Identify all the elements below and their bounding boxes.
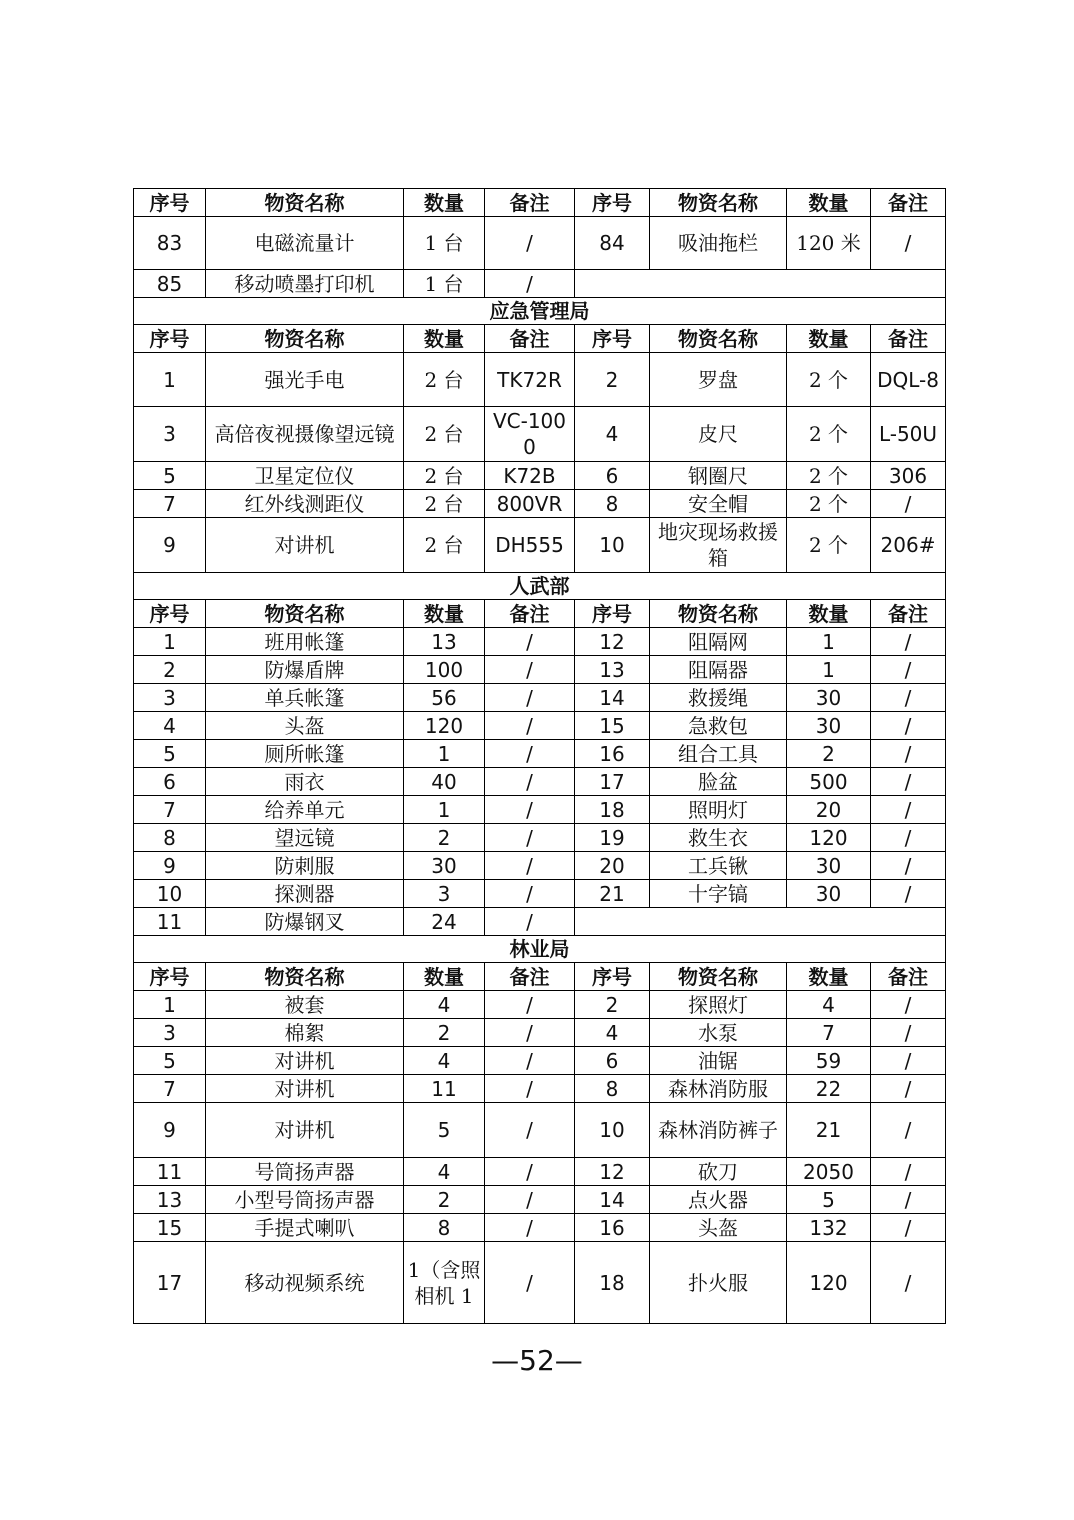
table-cell-item-name: 钢圈尺 bbox=[650, 462, 787, 490]
table-row bbox=[134, 1186, 946, 1214]
table-cell-item-name: 探照灯 bbox=[650, 991, 787, 1019]
table-cell-quantity: 4 bbox=[404, 1047, 485, 1075]
table-cell-item-no: 13 bbox=[575, 656, 650, 684]
table-cell-remark: / bbox=[485, 1075, 575, 1103]
column-header: 物资名称 bbox=[206, 600, 404, 628]
table-cell-quantity: 5 bbox=[404, 1103, 485, 1158]
table-cell-quantity: 30 bbox=[787, 712, 871, 740]
table-cell-remark: / bbox=[871, 1214, 946, 1242]
table-cell-quantity: 3 bbox=[404, 880, 485, 908]
table-cell-remark: / bbox=[485, 1214, 575, 1242]
column-header: 物资名称 bbox=[650, 325, 787, 353]
table-cell-item-no: 8 bbox=[575, 490, 650, 518]
table-cell-remark: 206# bbox=[871, 518, 946, 573]
table-cell-item-name: 棉絮 bbox=[206, 1019, 404, 1047]
table-cell-remark: / bbox=[485, 712, 575, 740]
table-cell-quantity: 11 bbox=[404, 1075, 485, 1103]
table-cell-quantity: 20 bbox=[787, 796, 871, 824]
table-cell-quantity: 2 个 bbox=[787, 462, 871, 490]
table-cell-item-no: 84 bbox=[575, 217, 650, 270]
table-row bbox=[134, 796, 946, 824]
table-cell-item-name: 对讲机 bbox=[206, 1075, 404, 1103]
table-cell-remark: / bbox=[485, 880, 575, 908]
table-cell-item-name: 被套 bbox=[206, 991, 404, 1019]
table-cell-quantity: 2 bbox=[404, 824, 485, 852]
header-row bbox=[134, 600, 946, 628]
table-cell-quantity: 5 bbox=[787, 1186, 871, 1214]
column-header: 物资名称 bbox=[650, 963, 787, 991]
table-cell-item-name: 班用帐篷 bbox=[206, 628, 404, 656]
column-header: 序号 bbox=[134, 600, 206, 628]
table-cell-item-name: 号筒扬声器 bbox=[206, 1158, 404, 1186]
table-cell-item-no: 8 bbox=[134, 824, 206, 852]
table-cell-item-no: 10 bbox=[575, 518, 650, 573]
table-cell-item-no: 19 bbox=[575, 824, 650, 852]
table-cell-remark: / bbox=[871, 712, 946, 740]
table-cell-quantity: 120 bbox=[404, 712, 485, 740]
table-row bbox=[134, 1214, 946, 1242]
table-cell-quantity: 132 bbox=[787, 1214, 871, 1242]
column-header: 备注 bbox=[871, 189, 946, 217]
table-row bbox=[134, 462, 946, 490]
table-cell-item-no: 4 bbox=[575, 407, 650, 462]
section-title: 应急管理局 bbox=[134, 298, 946, 325]
table-cell-item-name: 阻隔网 bbox=[650, 628, 787, 656]
table-row bbox=[134, 490, 946, 518]
table-cell-item-no: 15 bbox=[575, 712, 650, 740]
table-cell-quantity: 30 bbox=[787, 852, 871, 880]
column-header: 备注 bbox=[485, 325, 575, 353]
section-title-row bbox=[134, 298, 946, 325]
table-cell-quantity: 2 台 bbox=[404, 462, 485, 490]
table-cell-item-no: 12 bbox=[575, 1158, 650, 1186]
table-cell-item-no: 4 bbox=[575, 1019, 650, 1047]
table-row bbox=[134, 628, 946, 656]
table-cell-item-name: 红外线测距仪 bbox=[206, 490, 404, 518]
table-cell-remark: / bbox=[485, 270, 575, 298]
table-cell-item-no: 1 bbox=[134, 991, 206, 1019]
table-cell-remark: / bbox=[485, 684, 575, 712]
table-row bbox=[134, 270, 946, 298]
materials-table bbox=[133, 188, 946, 1324]
table-row bbox=[134, 908, 946, 936]
table-cell-item-name: 防爆盾牌 bbox=[206, 656, 404, 684]
table-cell-quantity: 1 bbox=[404, 740, 485, 768]
empty-cell bbox=[575, 270, 946, 298]
table-cell-remark: / bbox=[871, 1047, 946, 1075]
table-cell-remark: DH555 bbox=[485, 518, 575, 573]
table-cell-remark: / bbox=[485, 991, 575, 1019]
table-cell-quantity: 21 bbox=[787, 1103, 871, 1158]
table-cell-item-name: 点火器 bbox=[650, 1186, 787, 1214]
table-cell-item-no: 5 bbox=[134, 1047, 206, 1075]
table-cell-quantity: 1（含照相机 1 bbox=[404, 1242, 485, 1324]
table-cell-quantity: 59 bbox=[787, 1047, 871, 1075]
table-cell-quantity: 120 米 bbox=[787, 217, 871, 270]
page-number: —52— bbox=[491, 1344, 583, 1377]
column-header: 数量 bbox=[787, 963, 871, 991]
section-title-row bbox=[134, 936, 946, 963]
table-cell-remark: / bbox=[485, 796, 575, 824]
column-header: 备注 bbox=[485, 600, 575, 628]
table-cell-quantity: 1 bbox=[787, 656, 871, 684]
table-cell-item-no: 20 bbox=[575, 852, 650, 880]
table-cell-item-no: 15 bbox=[134, 1214, 206, 1242]
column-header: 物资名称 bbox=[650, 600, 787, 628]
table-row bbox=[134, 217, 946, 270]
column-header: 备注 bbox=[871, 325, 946, 353]
table-cell-remark: 800VR bbox=[485, 490, 575, 518]
table-cell-item-no: 1 bbox=[134, 628, 206, 656]
table-cell-remark: / bbox=[485, 217, 575, 270]
table-cell-remark: / bbox=[871, 740, 946, 768]
table-cell-item-no: 10 bbox=[134, 880, 206, 908]
table-cell-item-name: 头盔 bbox=[650, 1214, 787, 1242]
table-cell-quantity: 2 个 bbox=[787, 353, 871, 407]
table-cell-quantity: 2 台 bbox=[404, 407, 485, 462]
table-cell-item-name: 给养单元 bbox=[206, 796, 404, 824]
table-cell-item-name: 罗盘 bbox=[650, 353, 787, 407]
table-cell-remark: / bbox=[871, 824, 946, 852]
table-cell-remark: / bbox=[871, 1103, 946, 1158]
column-header: 物资名称 bbox=[650, 189, 787, 217]
table-cell-remark: / bbox=[485, 1047, 575, 1075]
column-header: 物资名称 bbox=[206, 189, 404, 217]
table-cell-item-no: 5 bbox=[134, 462, 206, 490]
table-row bbox=[134, 712, 946, 740]
table-row bbox=[134, 684, 946, 712]
table-row bbox=[134, 740, 946, 768]
table-cell-item-name: 小型号筒扬声器 bbox=[206, 1186, 404, 1214]
table-cell-item-no: 17 bbox=[575, 768, 650, 796]
table-cell-remark: / bbox=[871, 1158, 946, 1186]
table-cell-item-name: 脸盆 bbox=[650, 768, 787, 796]
table-cell-remark: / bbox=[871, 880, 946, 908]
table-cell-item-no: 6 bbox=[575, 462, 650, 490]
column-header: 序号 bbox=[575, 325, 650, 353]
table-cell-quantity: 4 bbox=[404, 991, 485, 1019]
table-cell-item-name: 望远镜 bbox=[206, 824, 404, 852]
table-cell-quantity: 40 bbox=[404, 768, 485, 796]
table-row bbox=[134, 1242, 946, 1324]
table-cell-remark: / bbox=[871, 1075, 946, 1103]
table-cell-quantity: 7 bbox=[787, 1019, 871, 1047]
table-cell-quantity: 2 台 bbox=[404, 518, 485, 573]
table-row bbox=[134, 656, 946, 684]
table-cell-item-no: 9 bbox=[134, 518, 206, 573]
table-cell-item-name: 砍刀 bbox=[650, 1158, 787, 1186]
table-cell-quantity: 4 bbox=[404, 1158, 485, 1186]
table-cell-item-no: 9 bbox=[134, 1103, 206, 1158]
table-cell-remark: / bbox=[871, 796, 946, 824]
table-cell-item-no: 3 bbox=[134, 407, 206, 462]
table-cell-item-no: 7 bbox=[134, 1075, 206, 1103]
table-cell-quantity: 30 bbox=[787, 684, 871, 712]
table-cell-item-no: 2 bbox=[575, 353, 650, 407]
table-cell-quantity: 2 个 bbox=[787, 407, 871, 462]
table-cell-remark: VC-1000 bbox=[485, 407, 575, 462]
column-header: 物资名称 bbox=[206, 325, 404, 353]
table-row bbox=[134, 852, 946, 880]
table-cell-item-name: 森林消防裤子 bbox=[650, 1103, 787, 1158]
table-cell-remark: / bbox=[871, 217, 946, 270]
column-header: 数量 bbox=[787, 189, 871, 217]
table-cell-item-no: 83 bbox=[134, 217, 206, 270]
table-cell-item-no: 14 bbox=[575, 1186, 650, 1214]
table-cell-quantity: 2 bbox=[787, 740, 871, 768]
section-title: 人武部 bbox=[134, 573, 946, 600]
table-cell-remark: / bbox=[485, 1158, 575, 1186]
table-cell-item-no: 11 bbox=[134, 908, 206, 936]
column-header: 备注 bbox=[485, 189, 575, 217]
table-cell-quantity: 30 bbox=[787, 880, 871, 908]
table-cell-item-name: 地灾现场救援箱 bbox=[650, 518, 787, 573]
table-cell-remark: / bbox=[871, 1242, 946, 1324]
table-cell-item-no: 7 bbox=[134, 796, 206, 824]
table-cell-quantity: 2 台 bbox=[404, 353, 485, 407]
table-cell-item-no: 3 bbox=[134, 1019, 206, 1047]
table-cell-remark: / bbox=[871, 768, 946, 796]
table-cell-item-no: 6 bbox=[575, 1047, 650, 1075]
table-cell-item-no: 8 bbox=[575, 1075, 650, 1103]
column-header: 序号 bbox=[134, 189, 206, 217]
table-cell-item-no: 11 bbox=[134, 1158, 206, 1186]
table-row bbox=[134, 991, 946, 1019]
table-row bbox=[134, 353, 946, 407]
table-cell-item-no: 6 bbox=[134, 768, 206, 796]
table-cell-remark: / bbox=[485, 768, 575, 796]
table-cell-remark: / bbox=[485, 1242, 575, 1324]
table-cell-remark: / bbox=[871, 490, 946, 518]
table-cell-item-no: 85 bbox=[134, 270, 206, 298]
table-cell-item-no: 21 bbox=[575, 880, 650, 908]
column-header: 序号 bbox=[575, 600, 650, 628]
table-cell-remark: / bbox=[485, 740, 575, 768]
table-cell-item-name: 安全帽 bbox=[650, 490, 787, 518]
table-cell-item-name: 阻隔器 bbox=[650, 656, 787, 684]
table-cell-item-name: 对讲机 bbox=[206, 1103, 404, 1158]
table-cell-remark: / bbox=[485, 852, 575, 880]
column-header: 序号 bbox=[134, 325, 206, 353]
table-cell-item-no: 5 bbox=[134, 740, 206, 768]
table-cell-item-no: 16 bbox=[575, 1214, 650, 1242]
table-cell-item-name: 电磁流量计 bbox=[206, 217, 404, 270]
table-cell-item-name: 工兵锹 bbox=[650, 852, 787, 880]
table-cell-remark: / bbox=[485, 824, 575, 852]
table-cell-item-name: 对讲机 bbox=[206, 518, 404, 573]
table-cell-item-name: 厕所帐篷 bbox=[206, 740, 404, 768]
table-cell-item-name: 卫星定位仪 bbox=[206, 462, 404, 490]
table-cell-item-no: 2 bbox=[134, 656, 206, 684]
table-cell-item-name: 手提式喇叭 bbox=[206, 1214, 404, 1242]
table-cell-item-no: 10 bbox=[575, 1103, 650, 1158]
table-cell-remark: / bbox=[871, 1186, 946, 1214]
table-row bbox=[134, 768, 946, 796]
table-cell-item-name: 森林消防服 bbox=[650, 1075, 787, 1103]
column-header: 数量 bbox=[404, 963, 485, 991]
table-cell-quantity: 2 个 bbox=[787, 490, 871, 518]
table-cell-quantity: 2 bbox=[404, 1019, 485, 1047]
table-cell-item-no: 3 bbox=[134, 684, 206, 712]
table-cell-item-no: 13 bbox=[134, 1186, 206, 1214]
table-cell-quantity: 120 bbox=[787, 1242, 871, 1324]
column-header: 序号 bbox=[134, 963, 206, 991]
table-row bbox=[134, 1075, 946, 1103]
column-header: 数量 bbox=[404, 189, 485, 217]
section-title-row bbox=[134, 573, 946, 600]
empty-cell bbox=[575, 908, 946, 936]
table-cell-quantity: 13 bbox=[404, 628, 485, 656]
table-row bbox=[134, 824, 946, 852]
table-cell-remark: / bbox=[871, 656, 946, 684]
header-row bbox=[134, 325, 946, 353]
table-cell-item-no: 18 bbox=[575, 796, 650, 824]
table-cell-item-name: 防刺服 bbox=[206, 852, 404, 880]
table-cell-quantity: 1 bbox=[404, 796, 485, 824]
table-row bbox=[134, 1047, 946, 1075]
table-cell-remark: / bbox=[871, 1019, 946, 1047]
table-cell-remark: L-50U bbox=[871, 407, 946, 462]
column-header: 数量 bbox=[787, 600, 871, 628]
table-row bbox=[134, 1103, 946, 1158]
table-cell-item-name: 组合工具 bbox=[650, 740, 787, 768]
column-header: 物资名称 bbox=[206, 963, 404, 991]
header-row bbox=[134, 189, 946, 217]
table-row bbox=[134, 1158, 946, 1186]
table-cell-item-name: 十字镐 bbox=[650, 880, 787, 908]
table-cell-remark: / bbox=[485, 1186, 575, 1214]
table-row bbox=[134, 880, 946, 908]
table-cell-quantity: 2 bbox=[404, 1186, 485, 1214]
column-header: 备注 bbox=[871, 963, 946, 991]
table-cell-remark: / bbox=[485, 1019, 575, 1047]
table-cell-item-no: 18 bbox=[575, 1242, 650, 1324]
table-cell-item-no: 2 bbox=[575, 991, 650, 1019]
table-cell-quantity: 500 bbox=[787, 768, 871, 796]
table-cell-item-name: 皮尺 bbox=[650, 407, 787, 462]
table-cell-item-name: 救援绳 bbox=[650, 684, 787, 712]
table-cell-item-name: 强光手电 bbox=[206, 353, 404, 407]
table-cell-quantity: 1 bbox=[787, 628, 871, 656]
table-cell-item-name: 照明灯 bbox=[650, 796, 787, 824]
table-cell-remark: / bbox=[485, 628, 575, 656]
table-cell-item-name: 移动视频系统 bbox=[206, 1242, 404, 1324]
table-cell-item-name: 救生衣 bbox=[650, 824, 787, 852]
table-cell-quantity: 100 bbox=[404, 656, 485, 684]
table-row bbox=[134, 1019, 946, 1047]
column-header: 数量 bbox=[787, 325, 871, 353]
header-row bbox=[134, 963, 946, 991]
column-header: 备注 bbox=[871, 600, 946, 628]
column-header: 序号 bbox=[575, 189, 650, 217]
table-cell-item-no: 9 bbox=[134, 852, 206, 880]
table-cell-quantity: 30 bbox=[404, 852, 485, 880]
table-cell-remark: DQL-8 bbox=[871, 353, 946, 407]
table-cell-item-name: 水泵 bbox=[650, 1019, 787, 1047]
table-cell-quantity: 4 bbox=[787, 991, 871, 1019]
table-cell-item-name: 急救包 bbox=[650, 712, 787, 740]
table-cell-item-name: 对讲机 bbox=[206, 1047, 404, 1075]
table-cell-remark: / bbox=[871, 852, 946, 880]
table-cell-remark: 306 bbox=[871, 462, 946, 490]
table-cell-item-no: 14 bbox=[575, 684, 650, 712]
table-cell-quantity: 2050 bbox=[787, 1158, 871, 1186]
table-cell-item-no: 17 bbox=[134, 1242, 206, 1324]
table-cell-item-name: 防爆钢叉 bbox=[206, 908, 404, 936]
table-cell-remark: / bbox=[871, 684, 946, 712]
table-cell-quantity: 22 bbox=[787, 1075, 871, 1103]
table-cell-quantity: 2 台 bbox=[404, 490, 485, 518]
table-cell-remark: K72B bbox=[485, 462, 575, 490]
table-cell-quantity: 1 台 bbox=[404, 217, 485, 270]
section-title: 林业局 bbox=[134, 936, 946, 963]
table-cell-quantity: 56 bbox=[404, 684, 485, 712]
table-cell-remark: TK72R bbox=[485, 353, 575, 407]
table-cell-quantity: 2 个 bbox=[787, 518, 871, 573]
table-cell-remark: / bbox=[485, 908, 575, 936]
table-cell-item-name: 移动喷墨打印机 bbox=[206, 270, 404, 298]
table-cell-quantity: 1 台 bbox=[404, 270, 485, 298]
table-cell-item-name: 油锯 bbox=[650, 1047, 787, 1075]
table-cell-item-no: 7 bbox=[134, 490, 206, 518]
column-header: 序号 bbox=[575, 963, 650, 991]
table-cell-item-name: 吸油拖栏 bbox=[650, 217, 787, 270]
table-cell-remark: / bbox=[871, 991, 946, 1019]
table-cell-item-name: 探测器 bbox=[206, 880, 404, 908]
table-cell-remark: / bbox=[485, 1103, 575, 1158]
table-cell-item-name: 单兵帐篷 bbox=[206, 684, 404, 712]
table-cell-item-no: 12 bbox=[575, 628, 650, 656]
table-cell-item-name: 扑火服 bbox=[650, 1242, 787, 1324]
column-header: 数量 bbox=[404, 325, 485, 353]
table-cell-item-name: 雨衣 bbox=[206, 768, 404, 796]
table-row bbox=[134, 518, 946, 573]
table-cell-item-name: 高倍夜视摄像望远镜 bbox=[206, 407, 404, 462]
table-cell-quantity: 8 bbox=[404, 1214, 485, 1242]
column-header: 数量 bbox=[404, 600, 485, 628]
table-cell-quantity: 120 bbox=[787, 824, 871, 852]
table-cell-remark: / bbox=[871, 628, 946, 656]
table-cell-remark: / bbox=[485, 656, 575, 684]
table-cell-item-no: 4 bbox=[134, 712, 206, 740]
table-cell-item-no: 16 bbox=[575, 740, 650, 768]
table-cell-item-no: 1 bbox=[134, 353, 206, 407]
table-cell-item-name: 头盔 bbox=[206, 712, 404, 740]
table-row bbox=[134, 407, 946, 462]
table-cell-quantity: 24 bbox=[404, 908, 485, 936]
column-header: 备注 bbox=[485, 963, 575, 991]
